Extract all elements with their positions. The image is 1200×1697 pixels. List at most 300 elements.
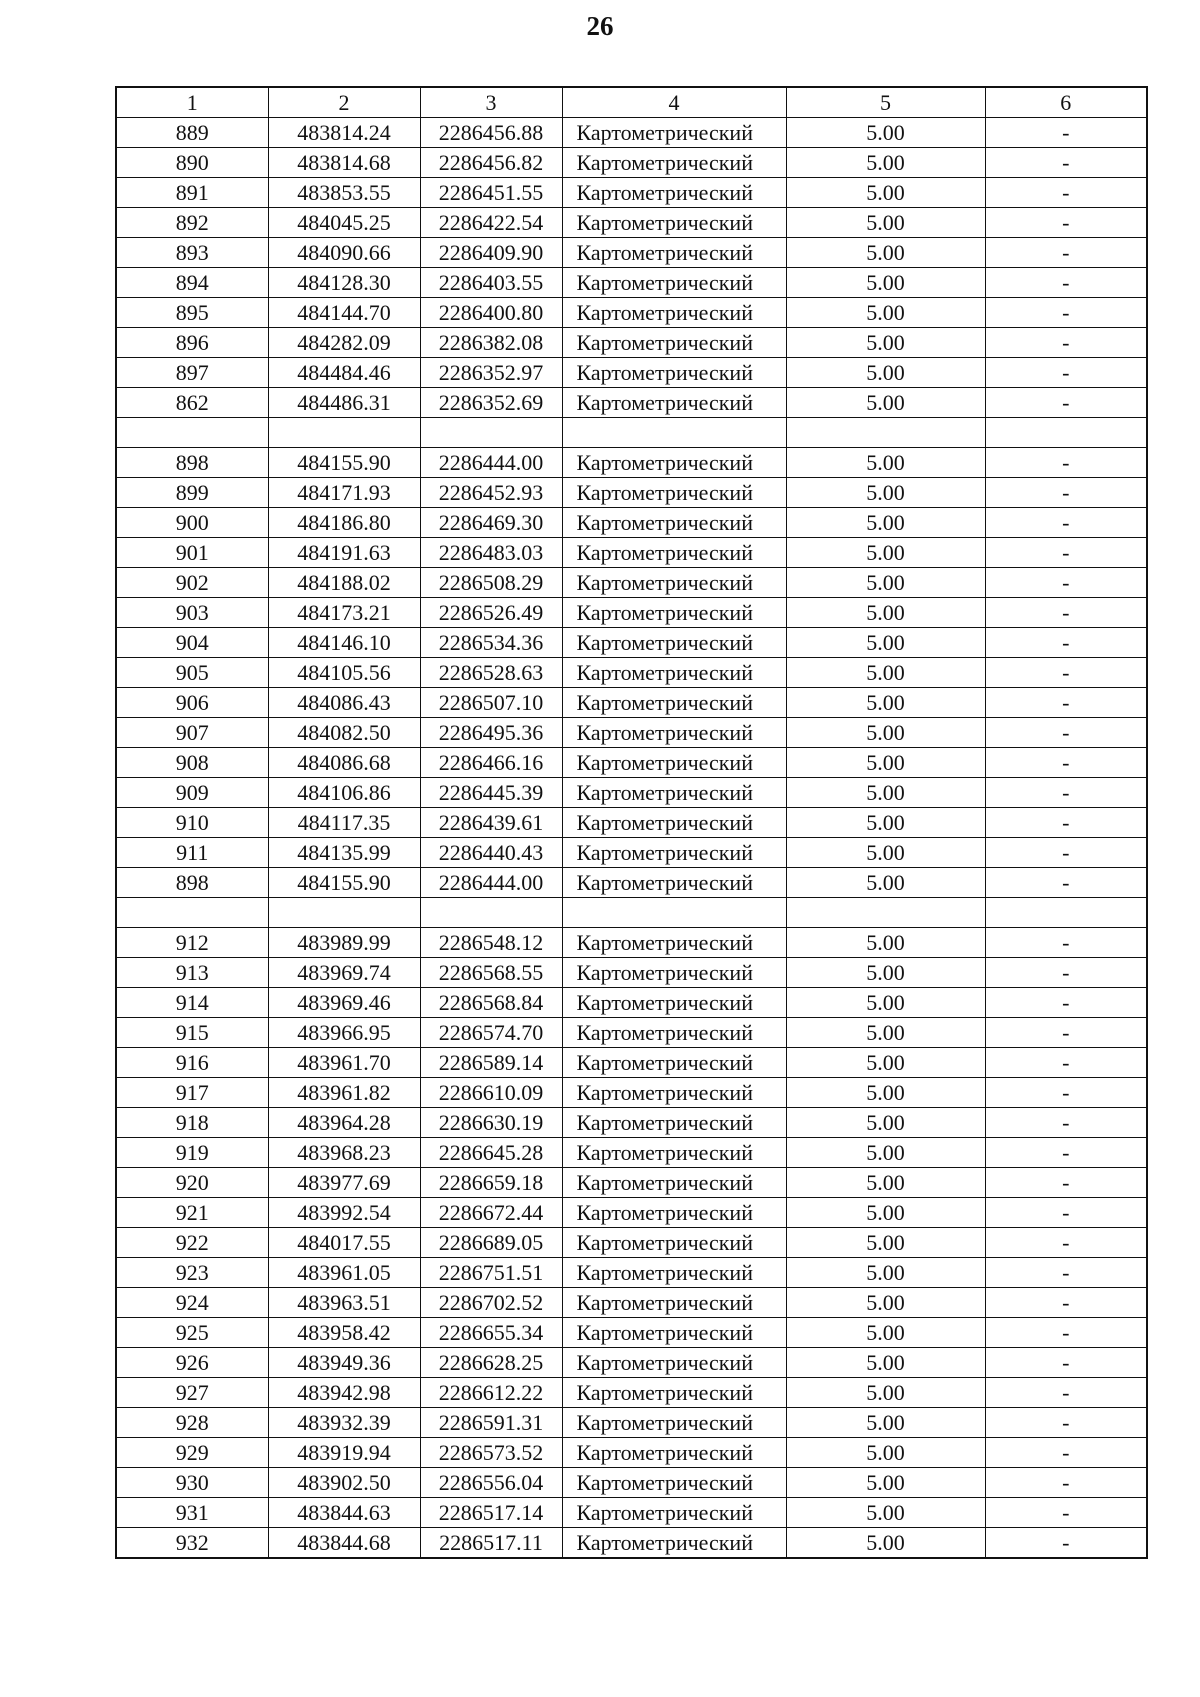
table-row (116, 868, 1147, 898)
accuracy-cell: 5.00 (786, 448, 985, 478)
method-cell: Картометрический (562, 1078, 786, 1108)
column-header: 6 (985, 87, 1147, 118)
x-coordinate-cell: 484086.43 (268, 688, 420, 718)
x-coordinate-cell: 484186.80 (268, 508, 420, 538)
method-cell: Картометрический (562, 1018, 786, 1048)
y-coordinate-cell: 2286400.80 (420, 298, 562, 328)
note-cell: - (985, 388, 1147, 418)
point-number-cell: 926 (116, 1348, 268, 1378)
point-number-cell: 904 (116, 628, 268, 658)
table-row (116, 658, 1147, 688)
x-coordinate-cell: 483942.98 (268, 1378, 420, 1408)
x-coordinate-cell: 484144.70 (268, 298, 420, 328)
accuracy-cell: 5.00 (786, 1108, 985, 1138)
method-cell: Картометрический (562, 358, 786, 388)
point-number-cell: 917 (116, 1078, 268, 1108)
x-coordinate-cell: 484045.25 (268, 208, 420, 238)
table-row (116, 358, 1147, 388)
point-number-cell: 928 (116, 1408, 268, 1438)
coordinates-table (115, 86, 1148, 1559)
y-coordinate-cell: 2286630.19 (420, 1108, 562, 1138)
table-row (116, 628, 1147, 658)
y-coordinate-cell: 2286444.00 (420, 448, 562, 478)
y-coordinate-cell: 2286409.90 (420, 238, 562, 268)
y-coordinate-cell: 2286589.14 (420, 1048, 562, 1078)
x-coordinate-cell: 484188.02 (268, 568, 420, 598)
y-coordinate-cell: 2286508.29 (420, 568, 562, 598)
method-cell: Картометрический (562, 1468, 786, 1498)
note-cell: - (985, 1198, 1147, 1228)
accuracy-cell: 5.00 (786, 1438, 985, 1468)
method-cell: Картометрический (562, 238, 786, 268)
table-row (116, 1378, 1147, 1408)
x-coordinate-cell: 484146.10 (268, 628, 420, 658)
y-coordinate-cell: 2286591.31 (420, 1408, 562, 1438)
x-coordinate-cell (268, 898, 420, 928)
note-cell: - (985, 538, 1147, 568)
accuracy-cell: 5.00 (786, 1198, 985, 1228)
table-row (116, 298, 1147, 328)
note-cell: - (985, 508, 1147, 538)
note-cell: - (985, 838, 1147, 868)
y-coordinate-cell: 2286655.34 (420, 1318, 562, 1348)
accuracy-cell: 5.00 (786, 328, 985, 358)
table-row (116, 328, 1147, 358)
accuracy-cell: 5.00 (786, 778, 985, 808)
table-row (116, 1078, 1147, 1108)
table-row (116, 1108, 1147, 1138)
table-row (116, 568, 1147, 598)
accuracy-cell: 5.00 (786, 238, 985, 268)
method-cell (562, 418, 786, 448)
note-cell (985, 418, 1147, 448)
note-cell: - (985, 328, 1147, 358)
accuracy-cell: 5.00 (786, 838, 985, 868)
accuracy-cell: 5.00 (786, 538, 985, 568)
point-number-cell: 889 (116, 118, 268, 148)
method-cell: Картометрический (562, 958, 786, 988)
note-cell: - (985, 1498, 1147, 1528)
x-coordinate-cell: 484117.35 (268, 808, 420, 838)
y-coordinate-cell: 2286422.54 (420, 208, 562, 238)
table-row (116, 958, 1147, 988)
table-row (116, 1528, 1147, 1559)
table-row (116, 1228, 1147, 1258)
column-header: 3 (420, 87, 562, 118)
table-row (116, 778, 1147, 808)
x-coordinate-cell: 484106.86 (268, 778, 420, 808)
note-cell: - (985, 958, 1147, 988)
x-coordinate-cell: 483958.42 (268, 1318, 420, 1348)
method-cell: Картометрический (562, 988, 786, 1018)
method-cell: Картометрический (562, 148, 786, 178)
y-coordinate-cell: 2286548.12 (420, 928, 562, 958)
y-coordinate-cell: 2286610.09 (420, 1078, 562, 1108)
table-row (116, 448, 1147, 478)
y-coordinate-cell: 2286751.51 (420, 1258, 562, 1288)
accuracy-cell: 5.00 (786, 988, 985, 1018)
table-row (116, 1318, 1147, 1348)
note-cell: - (985, 148, 1147, 178)
x-coordinate-cell: 484191.63 (268, 538, 420, 568)
point-number-cell: 895 (116, 298, 268, 328)
note-cell: - (985, 238, 1147, 268)
point-number-cell: 932 (116, 1528, 268, 1559)
point-number-cell: 901 (116, 538, 268, 568)
method-cell: Картометрический (562, 538, 786, 568)
table-row (116, 208, 1147, 238)
point-number-cell: 930 (116, 1468, 268, 1498)
table-row (116, 1468, 1147, 1498)
accuracy-cell: 5.00 (786, 598, 985, 628)
y-coordinate-cell (420, 418, 562, 448)
x-coordinate-cell: 484082.50 (268, 718, 420, 748)
method-cell: Картометрический (562, 748, 786, 778)
point-number-cell: 912 (116, 928, 268, 958)
x-coordinate-cell: 484017.55 (268, 1228, 420, 1258)
column-header: 2 (268, 87, 420, 118)
coordinates-table-body (116, 87, 1147, 1558)
point-number-cell: 914 (116, 988, 268, 1018)
point-number-cell: 916 (116, 1048, 268, 1078)
y-coordinate-cell: 2286526.49 (420, 598, 562, 628)
point-number-cell: 905 (116, 658, 268, 688)
y-coordinate-cell: 2286495.36 (420, 718, 562, 748)
point-number-cell: 929 (116, 1438, 268, 1468)
note-cell: - (985, 808, 1147, 838)
point-number-cell: 918 (116, 1108, 268, 1138)
y-coordinate-cell: 2286645.28 (420, 1138, 562, 1168)
y-coordinate-cell: 2286469.30 (420, 508, 562, 538)
accuracy-cell: 5.00 (786, 958, 985, 988)
x-coordinate-cell: 484128.30 (268, 268, 420, 298)
table-row (116, 748, 1147, 778)
accuracy-cell: 5.00 (786, 478, 985, 508)
method-cell: Картометрический (562, 1168, 786, 1198)
accuracy-cell: 5.00 (786, 1078, 985, 1108)
point-number-cell: 924 (116, 1288, 268, 1318)
method-cell: Картометрический (562, 1198, 786, 1228)
point-number-cell: 913 (116, 958, 268, 988)
y-coordinate-cell: 2286568.84 (420, 988, 562, 1018)
note-cell: - (985, 1318, 1147, 1348)
x-coordinate-cell: 484282.09 (268, 328, 420, 358)
note-cell: - (985, 1018, 1147, 1048)
note-cell: - (985, 718, 1147, 748)
x-coordinate-cell: 483932.39 (268, 1408, 420, 1438)
point-number-cell: 890 (116, 148, 268, 178)
method-cell: Картометрический (562, 808, 786, 838)
point-number-cell (116, 898, 268, 928)
method-cell: Картометрический (562, 1048, 786, 1078)
accuracy-cell: 5.00 (786, 178, 985, 208)
accuracy-cell: 5.00 (786, 1048, 985, 1078)
x-coordinate-cell: 483964.28 (268, 1108, 420, 1138)
note-cell: - (985, 1348, 1147, 1378)
x-coordinate-cell: 484173.21 (268, 598, 420, 628)
accuracy-cell: 5.00 (786, 1228, 985, 1258)
accuracy-cell: 5.00 (786, 1348, 985, 1378)
method-cell: Картометрический (562, 568, 786, 598)
x-coordinate-cell: 483844.68 (268, 1528, 420, 1559)
x-coordinate-cell: 484155.90 (268, 448, 420, 478)
x-coordinate-cell: 483963.51 (268, 1288, 420, 1318)
x-coordinate-cell: 483961.05 (268, 1258, 420, 1288)
accuracy-cell: 5.00 (786, 628, 985, 658)
accuracy-cell: 5.00 (786, 718, 985, 748)
table-row (116, 1288, 1147, 1318)
accuracy-cell (786, 418, 985, 448)
accuracy-cell: 5.00 (786, 1018, 985, 1048)
note-cell: - (985, 628, 1147, 658)
x-coordinate-cell: 484171.93 (268, 478, 420, 508)
point-number-cell: 907 (116, 718, 268, 748)
table-row (116, 688, 1147, 718)
method-cell: Картометрический (562, 1288, 786, 1318)
table-row (116, 178, 1147, 208)
point-number-cell: 891 (116, 178, 268, 208)
note-cell: - (985, 658, 1147, 688)
note-cell: - (985, 1408, 1147, 1438)
y-coordinate-cell: 2286573.52 (420, 1438, 562, 1468)
column-header: 1 (116, 87, 268, 118)
y-coordinate-cell: 2286483.03 (420, 538, 562, 568)
y-coordinate-cell: 2286534.36 (420, 628, 562, 658)
method-cell: Картометрический (562, 1408, 786, 1438)
x-coordinate-cell: 483902.50 (268, 1468, 420, 1498)
y-coordinate-cell: 2286612.22 (420, 1378, 562, 1408)
method-cell: Картометрический (562, 838, 786, 868)
method-cell: Картометрический (562, 328, 786, 358)
accuracy-cell: 5.00 (786, 808, 985, 838)
table-row (116, 808, 1147, 838)
method-cell: Картометрический (562, 298, 786, 328)
point-number-cell: 898 (116, 868, 268, 898)
x-coordinate-cell: 483966.95 (268, 1018, 420, 1048)
x-coordinate-cell: 483989.99 (268, 928, 420, 958)
x-coordinate-cell: 483961.82 (268, 1078, 420, 1108)
point-number-cell: 893 (116, 238, 268, 268)
note-cell: - (985, 688, 1147, 718)
accuracy-cell: 5.00 (786, 1408, 985, 1438)
method-cell: Картометрический (562, 658, 786, 688)
y-coordinate-cell: 2286517.14 (420, 1498, 562, 1528)
x-coordinate-cell: 484155.90 (268, 868, 420, 898)
table-row (116, 508, 1147, 538)
accuracy-cell: 5.00 (786, 268, 985, 298)
table-row (116, 1138, 1147, 1168)
point-number-cell: 903 (116, 598, 268, 628)
method-cell: Картометрический (562, 448, 786, 478)
point-number-cell: 927 (116, 1378, 268, 1408)
y-coordinate-cell: 2286444.00 (420, 868, 562, 898)
accuracy-cell: 5.00 (786, 1138, 985, 1168)
x-coordinate-cell: 483853.55 (268, 178, 420, 208)
note-cell: - (985, 1108, 1147, 1138)
accuracy-cell: 5.00 (786, 688, 985, 718)
method-cell: Картометрический (562, 718, 786, 748)
method-cell: Картометрический (562, 1348, 786, 1378)
point-number-cell: 898 (116, 448, 268, 478)
point-number-cell: 921 (116, 1198, 268, 1228)
accuracy-cell: 5.00 (786, 1318, 985, 1348)
table-row (116, 718, 1147, 748)
page-number: 26 (586, 11, 614, 41)
x-coordinate-cell: 484086.68 (268, 748, 420, 778)
note-cell: - (985, 568, 1147, 598)
accuracy-cell: 5.00 (786, 748, 985, 778)
y-coordinate-cell: 2286672.44 (420, 1198, 562, 1228)
table-row (116, 1408, 1147, 1438)
y-coordinate-cell: 2286628.25 (420, 1348, 562, 1378)
y-coordinate-cell: 2286507.10 (420, 688, 562, 718)
point-number-cell: 908 (116, 748, 268, 778)
note-cell: - (985, 778, 1147, 808)
accuracy-cell: 5.00 (786, 118, 985, 148)
table-row (116, 1438, 1147, 1468)
x-coordinate-cell: 483814.68 (268, 148, 420, 178)
point-number-cell: 899 (116, 478, 268, 508)
y-coordinate-cell: 2286556.04 (420, 1468, 562, 1498)
note-cell: - (985, 268, 1147, 298)
accuracy-cell: 5.00 (786, 1288, 985, 1318)
point-number-cell: 906 (116, 688, 268, 718)
method-cell: Картометрический (562, 478, 786, 508)
note-cell: - (985, 298, 1147, 328)
method-cell: Картометрический (562, 868, 786, 898)
method-cell: Картометрический (562, 118, 786, 148)
method-cell: Картометрический (562, 928, 786, 958)
table-row (116, 538, 1147, 568)
y-coordinate-cell: 2286352.69 (420, 388, 562, 418)
note-cell: - (985, 928, 1147, 958)
point-number-cell: 915 (116, 1018, 268, 1048)
point-number-cell: 896 (116, 328, 268, 358)
accuracy-cell: 5.00 (786, 508, 985, 538)
table-row (116, 118, 1147, 148)
accuracy-cell: 5.00 (786, 298, 985, 328)
point-number-cell: 897 (116, 358, 268, 388)
y-coordinate-cell: 2286451.55 (420, 178, 562, 208)
note-cell: - (985, 1438, 1147, 1468)
y-coordinate-cell: 2286574.70 (420, 1018, 562, 1048)
method-cell: Картометрический (562, 1528, 786, 1559)
method-cell: Картометрический (562, 1138, 786, 1168)
accuracy-cell: 5.00 (786, 388, 985, 418)
column-header: 4 (562, 87, 786, 118)
accuracy-cell: 5.00 (786, 1378, 985, 1408)
y-coordinate-cell: 2286689.05 (420, 1228, 562, 1258)
method-cell: Картометрический (562, 688, 786, 718)
point-number-cell: 911 (116, 838, 268, 868)
note-cell: - (985, 448, 1147, 478)
note-cell: - (985, 1258, 1147, 1288)
y-coordinate-cell: 2286403.55 (420, 268, 562, 298)
table-separator-row (116, 898, 1147, 928)
point-number-cell: 909 (116, 778, 268, 808)
accuracy-cell: 5.00 (786, 208, 985, 238)
note-cell: - (985, 1138, 1147, 1168)
method-cell: Картометрический (562, 388, 786, 418)
accuracy-cell: 5.00 (786, 1258, 985, 1288)
x-coordinate-cell: 484090.66 (268, 238, 420, 268)
accuracy-cell: 5.00 (786, 568, 985, 598)
table-row (116, 238, 1147, 268)
method-cell: Картометрический (562, 1498, 786, 1528)
method-cell: Картометрический (562, 1318, 786, 1348)
x-coordinate-cell: 483969.46 (268, 988, 420, 1018)
y-coordinate-cell: 2286568.55 (420, 958, 562, 988)
table-row (116, 988, 1147, 1018)
note-cell: - (985, 988, 1147, 1018)
accuracy-cell: 5.00 (786, 148, 985, 178)
accuracy-cell: 5.00 (786, 868, 985, 898)
note-cell: - (985, 208, 1147, 238)
method-cell: Картометрический (562, 598, 786, 628)
method-cell (562, 898, 786, 928)
note-cell: - (985, 868, 1147, 898)
method-cell: Картометрический (562, 1438, 786, 1468)
method-cell: Картометрический (562, 508, 786, 538)
x-coordinate-cell: 483949.36 (268, 1348, 420, 1378)
point-number-cell: 910 (116, 808, 268, 838)
method-cell: Картометрический (562, 1108, 786, 1138)
point-number-cell: 862 (116, 388, 268, 418)
x-coordinate-cell: 483919.94 (268, 1438, 420, 1468)
point-number-cell: 919 (116, 1138, 268, 1168)
y-coordinate-cell: 2286439.61 (420, 808, 562, 838)
table-header-row (116, 87, 1147, 118)
method-cell: Картометрический (562, 778, 786, 808)
method-cell: Картометрический (562, 1378, 786, 1408)
table-row (116, 598, 1147, 628)
note-cell: - (985, 748, 1147, 778)
note-cell: - (985, 1078, 1147, 1108)
y-coordinate-cell: 2286456.82 (420, 148, 562, 178)
method-cell: Картометрический (562, 208, 786, 238)
table-row (116, 268, 1147, 298)
y-coordinate-cell: 2286517.11 (420, 1528, 562, 1559)
method-cell: Картометрический (562, 178, 786, 208)
y-coordinate-cell: 2286445.39 (420, 778, 562, 808)
y-coordinate-cell: 2286528.63 (420, 658, 562, 688)
note-cell: - (985, 1528, 1147, 1559)
y-coordinate-cell: 2286659.18 (420, 1168, 562, 1198)
y-coordinate-cell: 2286382.08 (420, 328, 562, 358)
column-header: 5 (786, 87, 985, 118)
point-number-cell: 922 (116, 1228, 268, 1258)
point-number-cell: 920 (116, 1168, 268, 1198)
point-number-cell: 894 (116, 268, 268, 298)
accuracy-cell: 5.00 (786, 1468, 985, 1498)
x-coordinate-cell: 483992.54 (268, 1198, 420, 1228)
table-row (116, 1018, 1147, 1048)
note-cell: - (985, 178, 1147, 208)
table-row (116, 1168, 1147, 1198)
x-coordinate-cell: 484135.99 (268, 838, 420, 868)
point-number-cell: 900 (116, 508, 268, 538)
table-row (116, 388, 1147, 418)
table-row (116, 1498, 1147, 1528)
accuracy-cell: 5.00 (786, 1528, 985, 1559)
table-row (116, 838, 1147, 868)
x-coordinate-cell: 484486.31 (268, 388, 420, 418)
note-cell: - (985, 598, 1147, 628)
note-cell: - (985, 1168, 1147, 1198)
point-number-cell: 931 (116, 1498, 268, 1528)
point-number-cell: 892 (116, 208, 268, 238)
x-coordinate-cell: 483977.69 (268, 1168, 420, 1198)
